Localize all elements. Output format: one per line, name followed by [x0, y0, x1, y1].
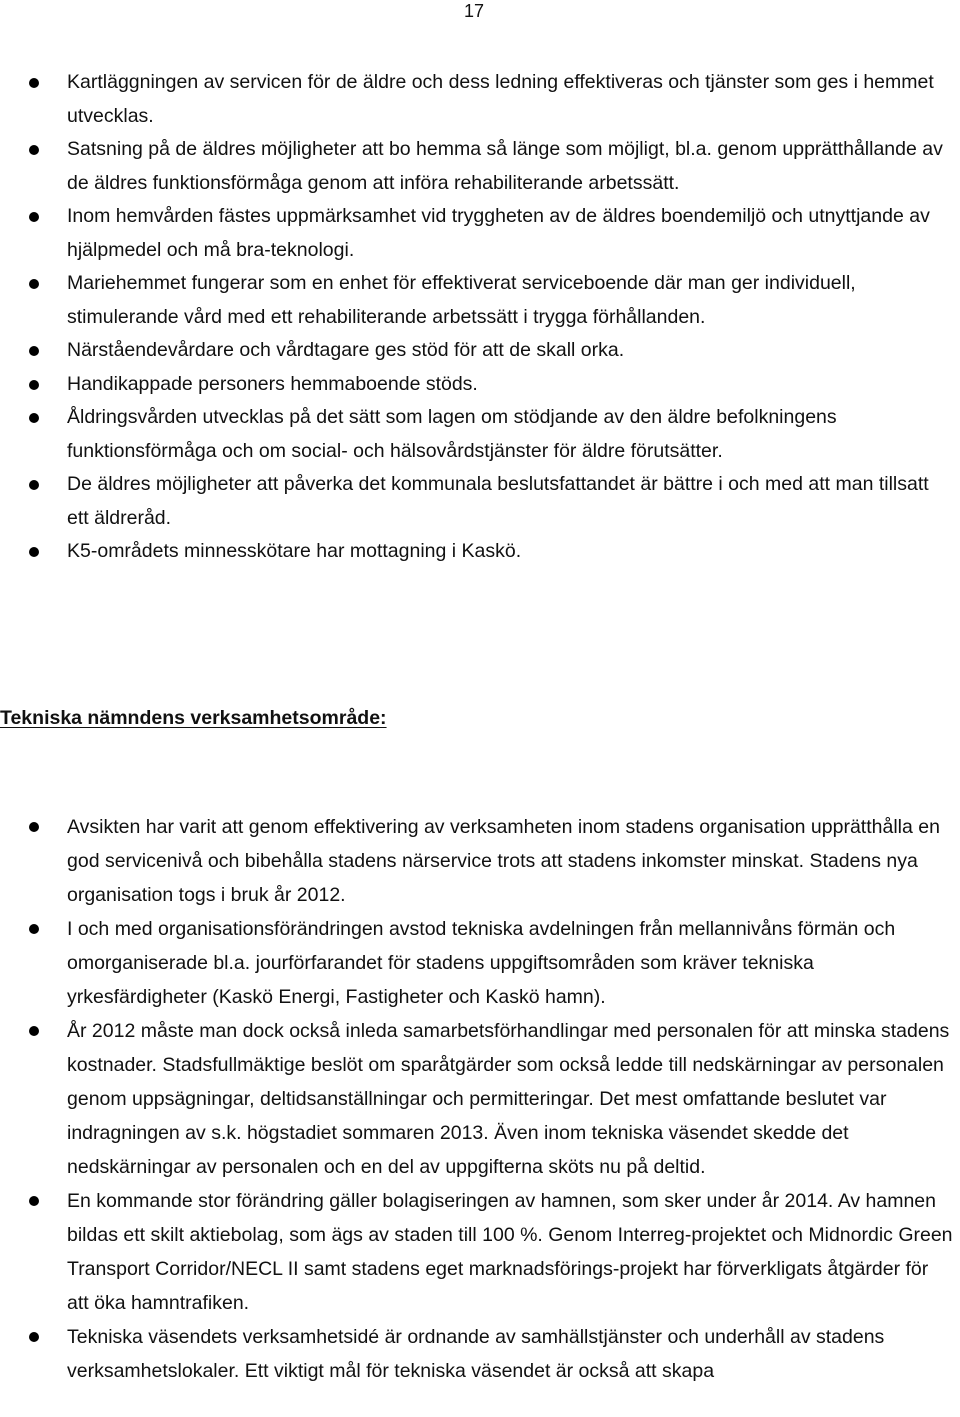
list-item: Tekniska väsendets verksamhetsidé är ordnande av samhällstjänster och underhåll av stadens verksamhetslokaler. Ett viktigt mål för tekniska väsendet är också att skapa	[0, 1320, 960, 1388]
elderly-care-bullet-list	[0, 66, 950, 569]
list-item: Mariehemmet fungerar som en enhet för effektiverat serviceboende där man ger individuell, stimulerande vård med ett rehabiliterande arbetssätt i trygga förhållanden.	[0, 267, 950, 334]
list-item: De äldres möjligheter att påverka det kommunala beslutsfattandet är bättre i och med att man tillsatt ett äldreråd.	[0, 468, 950, 535]
list-item: Åldringsvården utvecklas på det sätt som lagen om stödjande av den äldre befolkningens funktionsförmåga och om social- och hälsovårdstjänster för äldre förutsätter.	[0, 401, 950, 468]
list-item: Handikappade personers hemmaboende stöds.	[0, 368, 950, 402]
list-item: I och med organisationsförändringen avstod tekniska avdelningen från mellannivåns förmän och omorganiserade bl.a. jourförfarandet för stadens uppgiftsområden som kräver tekniska yrkesfärdigheter (Kaskö Energi, Fastigheter och Kaskö hamn).	[0, 912, 960, 1014]
list-item: Satsning på de äldres möjligheter att bo hemma så länge som möjligt, bl.a. genom upprätthållande av de äldres funktionsförmåga genom att införa rehabiliterande arbetssätt.	[0, 133, 950, 200]
list-item: Närståendevårdare och vårdtagare ges stöd för att de skall orka.	[0, 334, 950, 368]
list-item: En kommande stor förändring gäller bolagiseringen av hamnen, som sker under år 2014. Av hamnen bildas ett skilt aktiebolag, som ägs av staden till 100 %. Genom Interreg-projektet och Midnordic Green Transport Corridor/NECL II samt stadens eget marknadsförings-projekt har förverkligats åtgärder för att öka hamntrafiken.	[0, 1184, 960, 1320]
list-item: År 2012 måste man dock också inleda samarbetsförhandlingar med personalen för att minska stadens kostnader. Stadsfullmäktige beslöt om sparåtgärder som också ledde till nedskärningar av personalen genom uppsägningar, deltidsanställningar och permitteringar. Det mest omfattande beslutet var indragningen av s.k. högstadiet sommaren 2013. Även inom tekniska väsendet skedde det nedskärningar av personalen och en del av uppgifterna sköts nu på deltid.	[0, 1014, 960, 1184]
list-item: Inom hemvården fästes uppmärksamhet vid tryggheten av de äldres boendemiljö och utnyttjande av hjälpmedel och må bra-teknologi.	[0, 200, 950, 267]
page-number: 17	[464, 1, 485, 21]
list-item: K5-områdets minnesskötare har mottagning i Kaskö.	[0, 535, 950, 569]
technical-board-bullet-list	[0, 810, 960, 1388]
list-item: Avsikten har varit att genom effektivering av verksamheten inom stadens organisation upprätthålla en god servicenivå och bibehålla stadens närservice trots att stadens inkomster minskat. Stadens nya organisation togs i bruk år 2012.	[0, 810, 960, 912]
list-item: Kartläggningen av servicen för de äldre och dess ledning effektiveras och tjänster som ges i hemmet utvecklas.	[0, 66, 950, 133]
section-heading: Tekniska nämndens verksamhetsområde:	[0, 707, 387, 729]
